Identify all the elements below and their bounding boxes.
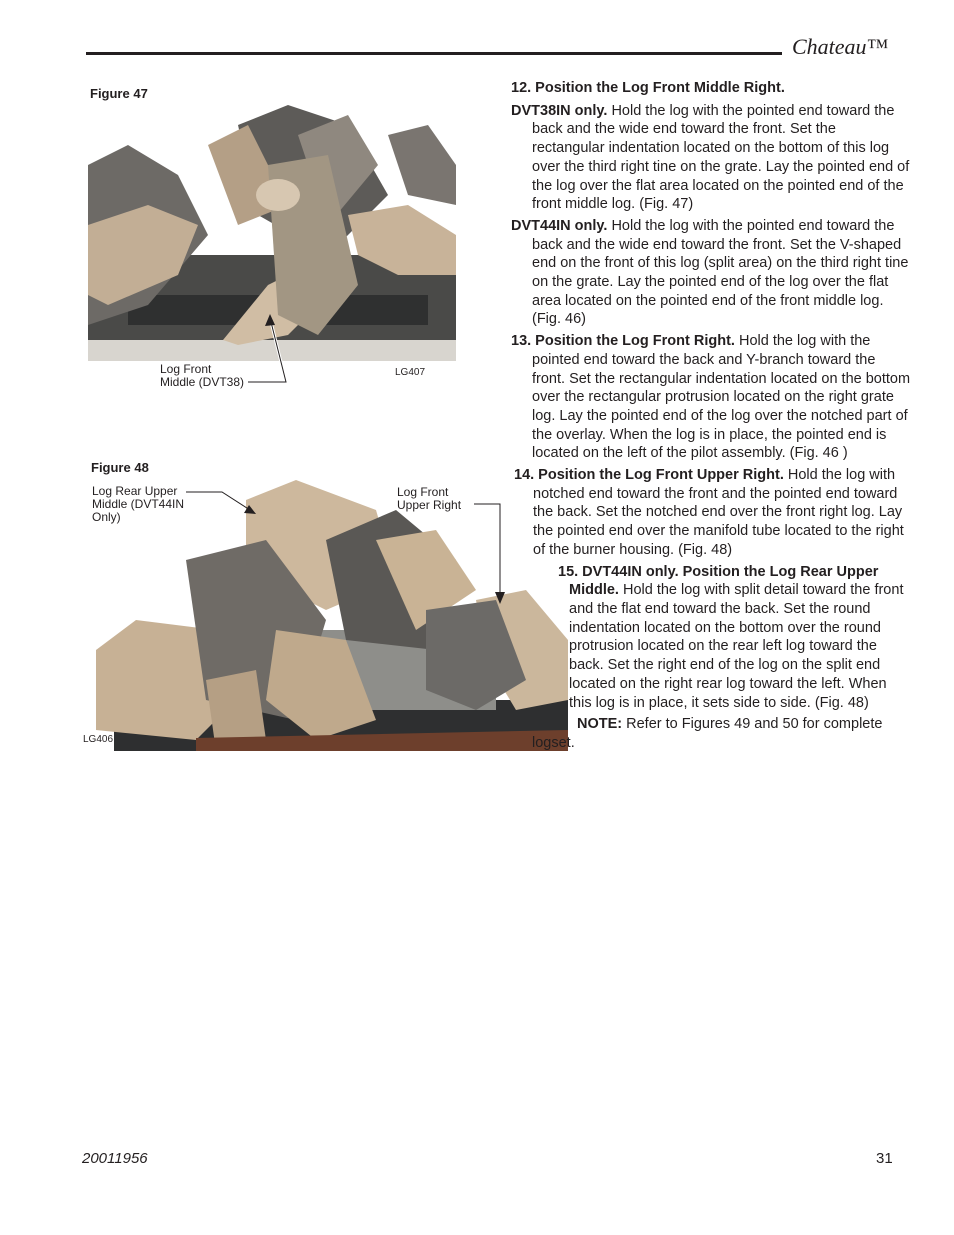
instructions-column [511, 79, 911, 756]
step-12-dvt38-label: DVT38IN only. [511, 102, 608, 119]
note-label: NOTE: [577, 716, 623, 733]
step-14-text: Hold the log with notched end toward the front and the pointed end toward the back. Set the notched end over the front right log. Lay the pointed end over the manifold tube located to the right of the burner housing. (Fig. 48) [533, 467, 904, 558]
callout-line-2: Middle (DVT38) [160, 375, 245, 389]
step-12-dvt44-label: DVT44IN only. [511, 217, 608, 234]
figure-47-label: Figure 47 [90, 86, 148, 101]
callout-line-3: Only) [92, 510, 121, 524]
brand-title: Chateau™ [792, 34, 889, 59]
step-13 [511, 332, 911, 463]
figure-48-arrow-left [184, 486, 259, 521]
step-15-title: 15. DVT44IN only. Position the Log Rear Upper Middle. [558, 563, 879, 599]
header-rule [86, 52, 782, 55]
footer-doc-number: 20011956 [82, 1150, 148, 1167]
step-15-text: Hold the log with split detail toward the front and the flat end toward the back. Set the round indentation located on the bottom over the round protrusion located on the rear left log toward the back. Set the right end of the log on the split end located on the right rear log toward the left. When this log is in place, it sets side to side. (Fig. 48) [569, 582, 904, 711]
figure-48-arrow-right [472, 500, 512, 610]
step-13-text: Hold the log with the pointed end toward the back and Y-branch toward the front. Set the rectangular indentation located on the bottom over the rectangular protrusion located on the right grate log. Lay the pointed end of the log over the notched part of the overlay. When the log is in place, the pointed end is located on the left of the pilot assembly. (Fig. 46 ) [532, 333, 911, 462]
step-14-title: 14. Position the Log Front Upper Right. [514, 467, 784, 484]
note-text: Refer to Figures 49 and 50 for complete logset. [532, 716, 883, 751]
figure-47-callout [160, 363, 244, 389]
figure-47-code: LG407 [395, 367, 426, 378]
step-12-dvt44-text: Hold the log with the pointed end toward the back and the wide end toward the front. Set the V-shaped end on the front of this log (split area) on the third right tine on the grate. Lay the pointed end of the log over the flat area located on the pointed end of the front middle log. (Fig. 46) [532, 217, 909, 328]
step-12-dvt38 [511, 102, 911, 214]
step-15 [511, 563, 911, 713]
figure-48-callout-left [92, 485, 184, 524]
footer-page-number: 31 [876, 1150, 893, 1167]
step-12-title: 12. Position the Log Front Middle Right. [511, 80, 785, 96]
callout-line-1: Log Front [160, 362, 212, 376]
figure-47-arrow [240, 310, 300, 390]
step-12-dvt44 [511, 217, 911, 329]
callout-line-1: Log Front [397, 485, 449, 499]
step-14 [511, 466, 911, 560]
callout-line-2: Middle (DVT44IN [92, 497, 185, 511]
callout-line-2: Upper Right [397, 498, 462, 512]
figure-48-label: Figure 48 [91, 460, 149, 475]
figure-48-code: LG406 [83, 734, 114, 745]
step-13-title: 13. Position the Log Front Right. [511, 333, 735, 350]
figure-48-callout-right [397, 486, 461, 512]
step-12-dvt38-text: Hold the log with the pointed end toward the back and the wide end toward the front. Set the rectangular indentation located on the bottom of this log over the third right tine on the grate. Lay the pointed end of the log over the flat area located on the pointed end of the front middle log. (Fig. 47) [532, 102, 910, 213]
callout-line-1: Log Rear Upper [92, 484, 178, 498]
note [511, 715, 911, 752]
